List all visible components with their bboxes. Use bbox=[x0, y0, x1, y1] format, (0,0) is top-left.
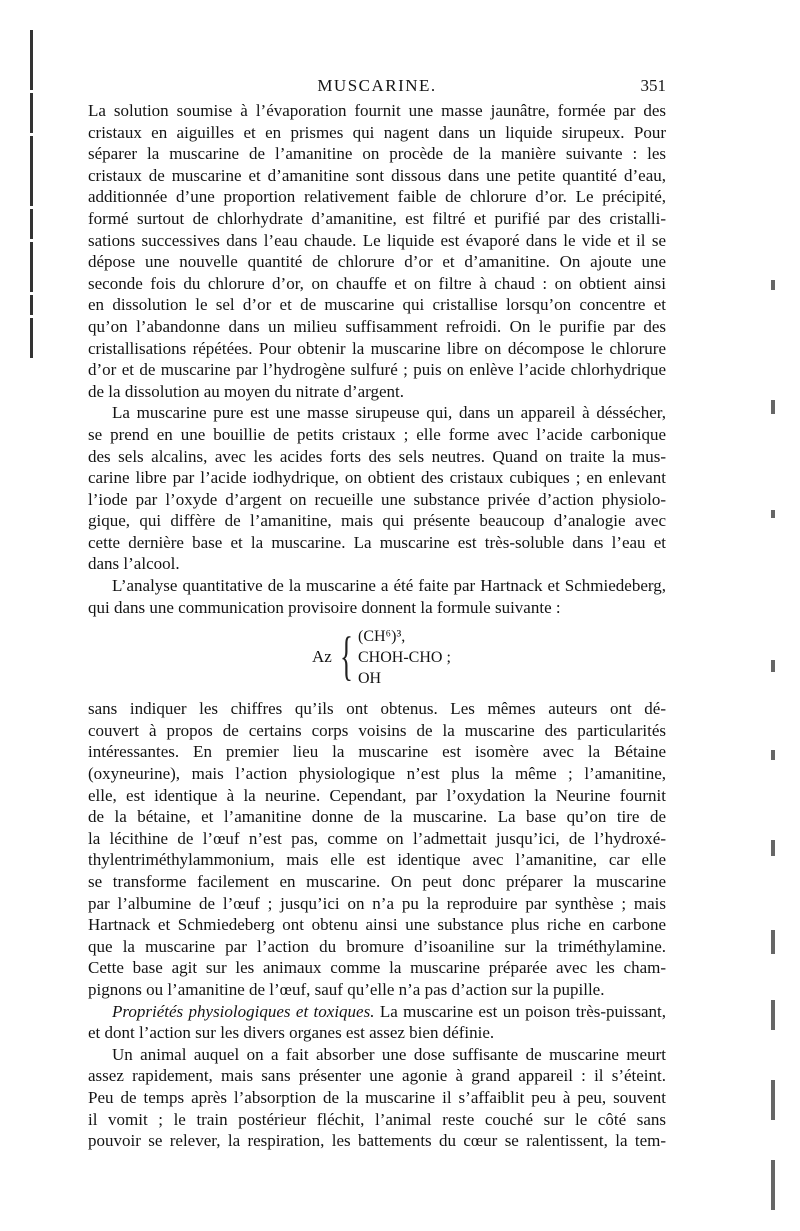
text-line: elle, est identique à la neurine. Cependant, par l’oxydation la Neurine fournit bbox=[88, 785, 666, 805]
text-line: Cette base agit sur les animaux comme la muscarine préparée avec les cham- bbox=[88, 958, 666, 978]
text-line: (oxyneurine), mais l’action physiologique n’est plus la même ; l’amanitine, bbox=[88, 764, 666, 784]
text-line: qu’on l’abandonne dans un milieu suffisamment refroidi. On le purifie par des bbox=[88, 316, 666, 336]
text-line: seconde fois du chlorure d’or, on chauffe et on filtre à chaud : on obtient ainsi bbox=[88, 273, 666, 293]
text-line: cristallisations répétées. Pour obtenir la muscarine libre on décompose le chlorure bbox=[88, 338, 666, 358]
text-line: pouvoir se relever, la respiration, les battements du cœur se ralentissent, la tem- bbox=[88, 1131, 666, 1151]
text-line: dépose une nouvelle quantité de chlorure d’or et d’amanitine. On ajoute une bbox=[88, 252, 666, 272]
formula-line: CHOH-CHO ; bbox=[358, 649, 451, 667]
running-title: MUSCARINE. bbox=[317, 76, 437, 95]
text-line: couvert à propos de certains corps voisins de la muscarine des particularités bbox=[88, 720, 666, 740]
text-line: dans l’alcool. bbox=[88, 554, 180, 574]
edge-scan-marks bbox=[765, 280, 785, 1220]
text-line: Hartnack et Schmiedeberg ont obtenu ainsi une substance plus riche en carbone bbox=[88, 915, 666, 935]
text-line: additionnée d’une proportion relativement faible de chlorure d’or. Le précipité, bbox=[88, 187, 666, 207]
text-line: formé surtout de chlorhydrate d’amanitine, est filtré et purifié par des cristalli- bbox=[88, 208, 666, 228]
text-line: La muscarine pure est une masse sirupeuse qui, dans un appareil à déssécher, bbox=[112, 403, 666, 423]
text-line: carine libre par l’acide iodhydrique, on obtient des cristaux cubiques ; en enlevant bbox=[88, 468, 666, 488]
text-line: cristaux de muscarine et d’amanitine sont dissous dans une petite quantité d’eau, bbox=[88, 165, 666, 185]
left-brace-icon: { bbox=[340, 626, 353, 687]
text-line: se transforme facilement en muscarine. On peut donc préparer la muscarine bbox=[88, 872, 666, 891]
text-line: d’or et de muscarine par l’hydrogène sulfuré ; puis on enlève l’acide chlorhydrique bbox=[88, 360, 666, 380]
text-line: de la bétaine, et l’amanitine donne de la muscarine. La base qu’on tire de bbox=[88, 807, 666, 827]
text-line: de la dissolution au moyen du nitrate d’argent. bbox=[88, 381, 405, 401]
text-line: L’analyse quantitative de la muscarine a été faite par Hartnack et Schmiedeberg, bbox=[112, 576, 666, 596]
section-heading: Propriétés physiologiques et toxiques. bbox=[112, 1001, 375, 1021]
page-number: 351 bbox=[640, 76, 666, 95]
text-line: pignons ou l’amanitine de l’œuf, sauf qu’elle n’a pas d’action sur la pupille. bbox=[88, 979, 605, 999]
text-line: et dont l’action sur les divers organes est assez bien définie. bbox=[88, 1023, 495, 1043]
text-line: cette dernière base et la muscarine. La muscarine est très-soluble dans l’eau et bbox=[88, 532, 666, 552]
formula-line: (CH⁶)³, bbox=[358, 628, 406, 646]
page-header bbox=[88, 70, 666, 100]
text-line: intéressantes. En premier lieu la muscarine est isomère avec la Bétaine bbox=[88, 742, 666, 762]
text-line: se prend en une bouillie de petits cristaux ; elle forme avec l’acide carbonique bbox=[88, 424, 666, 444]
section-heading-line bbox=[88, 1001, 666, 1023]
text-line: il vomit ; le train postérieur fléchit, l’animal reste couché sur le côté sans bbox=[88, 1109, 666, 1129]
text-line: qui dans une communication provisoire donnent la formule suivante : bbox=[88, 597, 561, 617]
text-line: Peu de temps après l’absorption de la muscarine il s’affaiblit peu à peu, souvent bbox=[88, 1087, 666, 1107]
body-text bbox=[88, 100, 666, 1152]
text-line: la lécithine de l’œuf n’est pas, comme on l’admettait jusqu’ici, de l’hydroxé- bbox=[88, 828, 666, 848]
text-line: sans indiquer les chiffres qu’ils ont obtenus. Les mêmes auteurs ont dé- bbox=[88, 699, 666, 719]
text-line: des sels alcalins, avec les acides forts des sels neutres. Quand on traite la mus- bbox=[88, 446, 666, 466]
text-line: séparer la muscarine de l’amanitine on procède de la manière suivante : les bbox=[88, 144, 666, 164]
text-line: assez rapidement, mais sans présenter une agonie à grand appareil : il s’éteint. bbox=[88, 1066, 666, 1086]
chemical-formula bbox=[88, 622, 666, 694]
formula-line: OH bbox=[358, 670, 382, 688]
section-heading-rest: La muscarine est un poison très-puissant, bbox=[374, 1001, 666, 1021]
text-line: La solution soumise à l’évaporation fournit une masse jaunâtre, formée par des bbox=[88, 101, 666, 120]
formula-prefix: Az bbox=[312, 647, 332, 667]
text-line: cristaux en aiguilles et en prismes qui nagent dans un liquide sirupeux. Pour bbox=[88, 122, 666, 142]
text-line: thylentriméthylammonium, mais elle est identique avec l’amanitine, car elle bbox=[88, 850, 666, 870]
text-line: par l’albumine de l’œuf ; jusqu’ici on n’a pu la reproduire par synthèse ; mais bbox=[88, 893, 666, 913]
text-line: Un animal auquel on a fait absorber une dose suffisante de muscarine meurt bbox=[112, 1044, 666, 1064]
text-line: en dissolution le sel d’or et de muscarine qui cristallise lorsqu’on concentre et bbox=[88, 295, 666, 315]
text-line: sations successives dans l’eau chaude. Le liquide est évaporé dans le vide et il se bbox=[88, 230, 666, 250]
text-line: gique, qui diffère de l’amanitine, mais qui présente beaucoup d’analogie avec bbox=[88, 511, 666, 531]
text-line: l’iode par l’oxyde d’argent on recueille une substance privée d’action physiolo- bbox=[88, 489, 666, 509]
text-line: que la muscarine par l’action du bromure d’isoaniline sur la triméthylamine. bbox=[88, 936, 666, 956]
binding-edge-marks bbox=[30, 30, 36, 410]
